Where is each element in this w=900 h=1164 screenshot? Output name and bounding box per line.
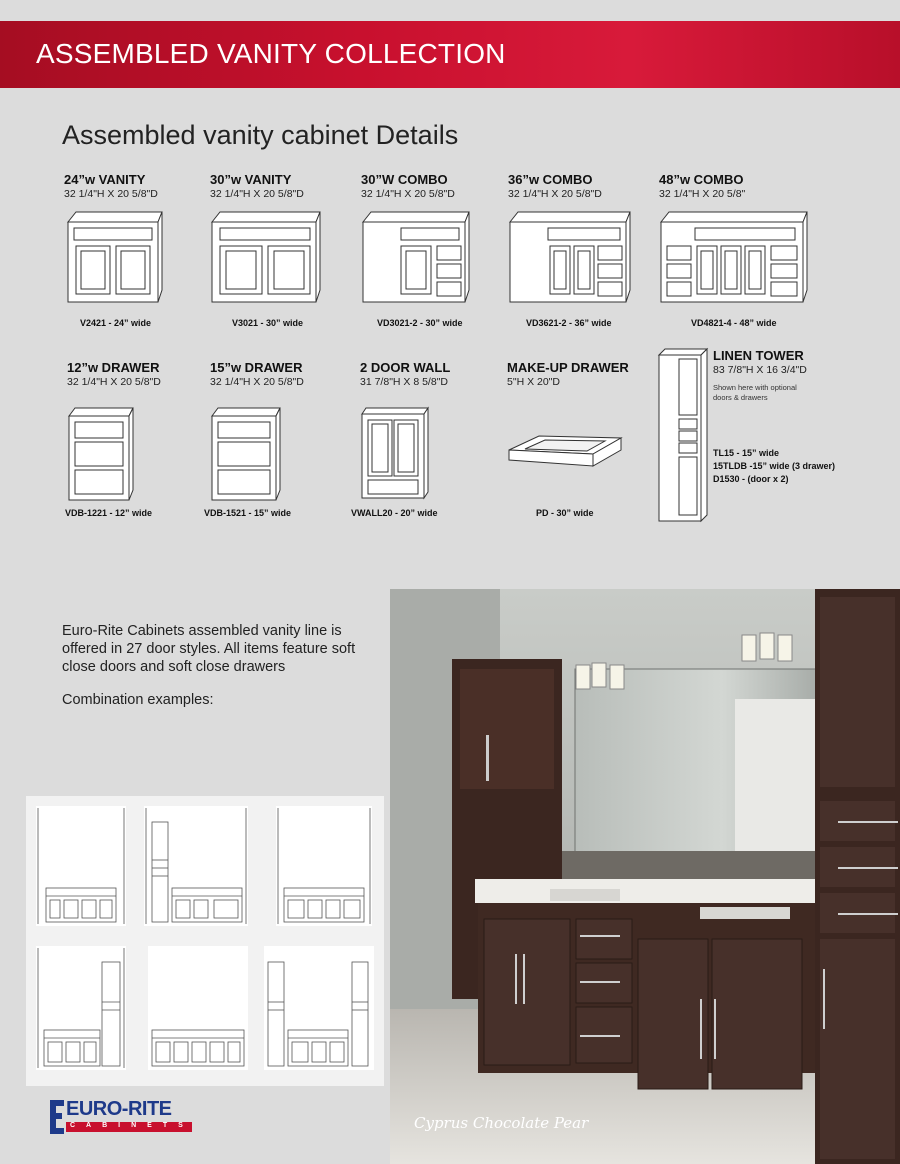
product-name: 24”w VANITY: [64, 172, 146, 187]
product-name: 36”w COMBO: [508, 172, 593, 187]
product-dims: 32 1/4"H X 20 5/8"D: [210, 188, 304, 200]
header-banner: [0, 21, 900, 88]
combo-example-1: [36, 806, 126, 926]
product-code: VDB-1521 - 15” wide: [204, 508, 292, 518]
product-code: VDB-1221 - 12” wide: [65, 508, 153, 518]
section-title: Assembled vanity cabinet Details: [62, 120, 459, 150]
linen-note: Shown here with optional doors & drawers: [713, 383, 797, 402]
vanity-drawing: [508, 208, 632, 308]
vanity-drawing: [64, 208, 168, 308]
product-code: VD3021-2 - 30” wide: [377, 318, 463, 328]
product-dims: 32 1/4"H X 20 5/8"D: [210, 376, 304, 388]
euro-rite-logo: [50, 1098, 200, 1143]
product-code: V3021 - 30” wide: [232, 318, 304, 328]
combo-drawing: [148, 946, 248, 1070]
product-dims: 31 7/8"H X 8 5/8"D: [360, 376, 449, 388]
product-linen-tower: [657, 347, 837, 527]
linen-code: TL15 - 15” wide: [713, 448, 780, 458]
product-48-combo: [659, 172, 819, 332]
product-name: 15”w DRAWER: [210, 360, 303, 375]
product-name: 12”w DRAWER: [67, 360, 160, 375]
product-2-door-wall: [351, 360, 490, 525]
drawer-base-drawing: [67, 406, 137, 506]
product-12-drawer: [67, 360, 197, 525]
vanity-drawing: [659, 208, 809, 308]
combination-label: Combination examples:: [62, 692, 214, 708]
product-dims: 32 1/4"H X 20 5/8"D: [67, 376, 161, 388]
product-dims: 32 1/4"H X 20 5/8": [659, 188, 746, 200]
combo-drawing: [264, 946, 374, 1070]
logo-subtext: CABINETS: [70, 1122, 194, 1129]
combination-examples: [26, 796, 384, 1086]
bathroom-illustration: [390, 589, 900, 1164]
vanity-drawing: [361, 208, 471, 308]
product-dims: 32 1/4"H X 20 5/8"D: [508, 188, 602, 200]
makeup-drawer-drawing: [507, 432, 625, 472]
logo-text: EURO-RITE: [66, 1098, 172, 1120]
product-name: 30”W COMBO: [361, 172, 448, 187]
product-30-vanity: [210, 172, 350, 332]
product-36-combo: [508, 172, 658, 332]
photo-caption: Cyprus Chocolate Pear: [414, 1114, 589, 1132]
product-dims: 5"H X 20"D: [507, 376, 560, 388]
product-name: MAKE-UP DRAWER: [507, 360, 629, 375]
product-dims: 83 7/8"H X 16 3/4"D: [713, 364, 807, 376]
wall-cabinet-drawing: [360, 406, 430, 506]
combo-example-6: [264, 946, 374, 1070]
drawer-base-drawing: [210, 406, 282, 506]
product-code: VD4821-4 - 48” wide: [691, 318, 777, 328]
product-dims: 32 1/4"H X 20 5/8"D: [64, 188, 158, 200]
product-dims: 32 1/4"H X 20 5/8"D: [361, 188, 455, 200]
vanity-drawing: [210, 208, 322, 308]
product-name: 48”w COMBO: [659, 172, 744, 187]
product-15-drawer: [204, 360, 340, 525]
product-name: LINEN TOWER: [713, 348, 804, 363]
combo-example-2: [144, 806, 248, 926]
linen-code: 15TLDB -15” wide (3 drawer): [713, 461, 836, 471]
product-code: VD3621-2 - 36” wide: [526, 318, 612, 328]
combo-example-4: [36, 946, 126, 1070]
product-24-vanity: [64, 172, 204, 332]
combo-drawing: [144, 806, 248, 926]
product-code: VWALL20 - 20” wide: [351, 508, 438, 518]
combo-example-5: [148, 946, 248, 1070]
linen-code: D1530 - (door x 2): [713, 474, 789, 484]
combo-drawing: [276, 806, 372, 926]
combo-drawing: [36, 946, 126, 1070]
product-code: V2421 - 24” wide: [80, 318, 152, 328]
product-30-combo: [361, 172, 501, 332]
linen-tower-drawing: [657, 347, 709, 523]
page-title: ASSEMBLED VANITY COLLECTION: [36, 38, 506, 69]
product-name: 30”w VANITY: [210, 172, 292, 187]
product-code: PD - 30” wide: [536, 508, 594, 518]
product-make-up-drawer: [507, 360, 647, 525]
combo-example-3: [276, 806, 372, 926]
product-name: 2 DOOR WALL: [360, 360, 451, 375]
description-text: Euro-Rite Cabinets assembled vanity line is offered in 27 door styles. All items feature soft close doors and soft close drawers: [62, 623, 356, 675]
bathroom-photo: [390, 589, 900, 1164]
combo-drawing: [36, 806, 126, 926]
